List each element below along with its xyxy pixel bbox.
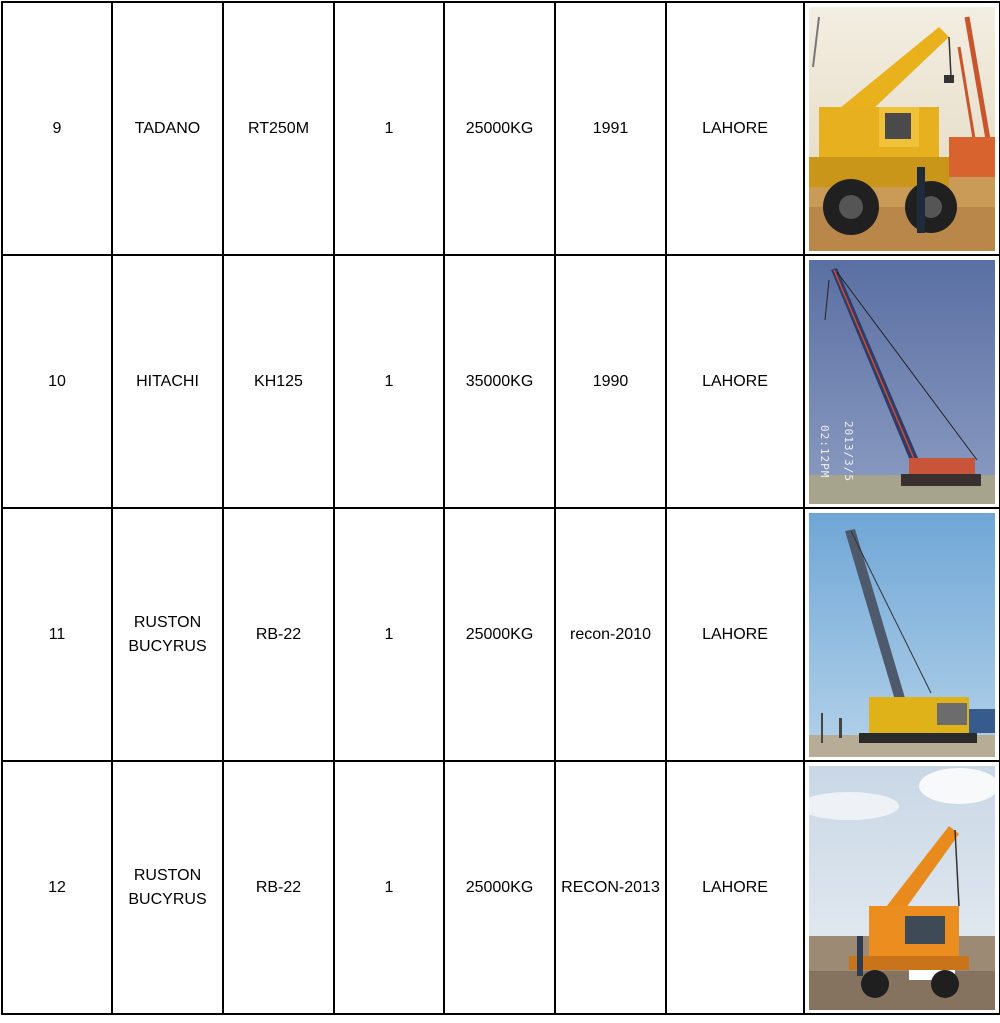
cell-capacity: 35000KG (444, 255, 555, 508)
cell-model: RT250M (223, 2, 334, 255)
cell-capacity: 25000KG (444, 2, 555, 255)
cell-capacity: 25000KG (444, 508, 555, 761)
cell-make: TADANO (112, 2, 223, 255)
photo-date-stamp: 2013/3/5 02:12PM (818, 421, 855, 482)
cell-year: 1990 (555, 255, 666, 508)
yellow-rough-terrain-crane-photo (809, 7, 995, 251)
cell-photo (804, 508, 1000, 761)
cell-make: RUSTON BUCYRUS (112, 508, 223, 761)
cell-serial-number: 11 (2, 508, 112, 761)
cell-location: LAHORE (666, 2, 804, 255)
cell-serial-number: 9 (2, 2, 112, 255)
yellow-lattice-crawler-crane-photo (809, 513, 995, 757)
cell-model: RB-22 (223, 761, 334, 1014)
table-row (2, 2, 1000, 255)
table-row (2, 761, 1000, 1014)
cell-location: LAHORE (666, 255, 804, 508)
cell-photo (804, 2, 1000, 255)
cell-year: RECON-2013 (555, 761, 666, 1014)
orange-truck-crane-photo (809, 766, 995, 1010)
cell-photo (804, 255, 1000, 508)
cell-model: KH125 (223, 255, 334, 508)
cell-serial-number: 12 (2, 761, 112, 1014)
cell-capacity: 25000KG (444, 761, 555, 1014)
cell-serial-number: 10 (2, 255, 112, 508)
cell-location: LAHORE (666, 508, 804, 761)
cell-model: RB-22 (223, 508, 334, 761)
cell-photo (804, 761, 1000, 1014)
cell-quantity: 1 (334, 2, 444, 255)
cell-year: 1991 (555, 2, 666, 255)
cell-location: LAHORE (666, 761, 804, 1014)
cell-year: recon-2010 (555, 508, 666, 761)
cell-make: RUSTON BUCYRUS (112, 761, 223, 1014)
cell-quantity: 1 (334, 508, 444, 761)
cell-make: HITACHI (112, 255, 223, 508)
table-row (2, 255, 1000, 508)
cell-quantity: 1 (334, 761, 444, 1014)
cell-quantity: 1 (334, 255, 444, 508)
table-row (2, 508, 1000, 761)
red-lattice-crawler-crane-photo (809, 260, 995, 504)
equipment-table (1, 1, 1000, 1015)
